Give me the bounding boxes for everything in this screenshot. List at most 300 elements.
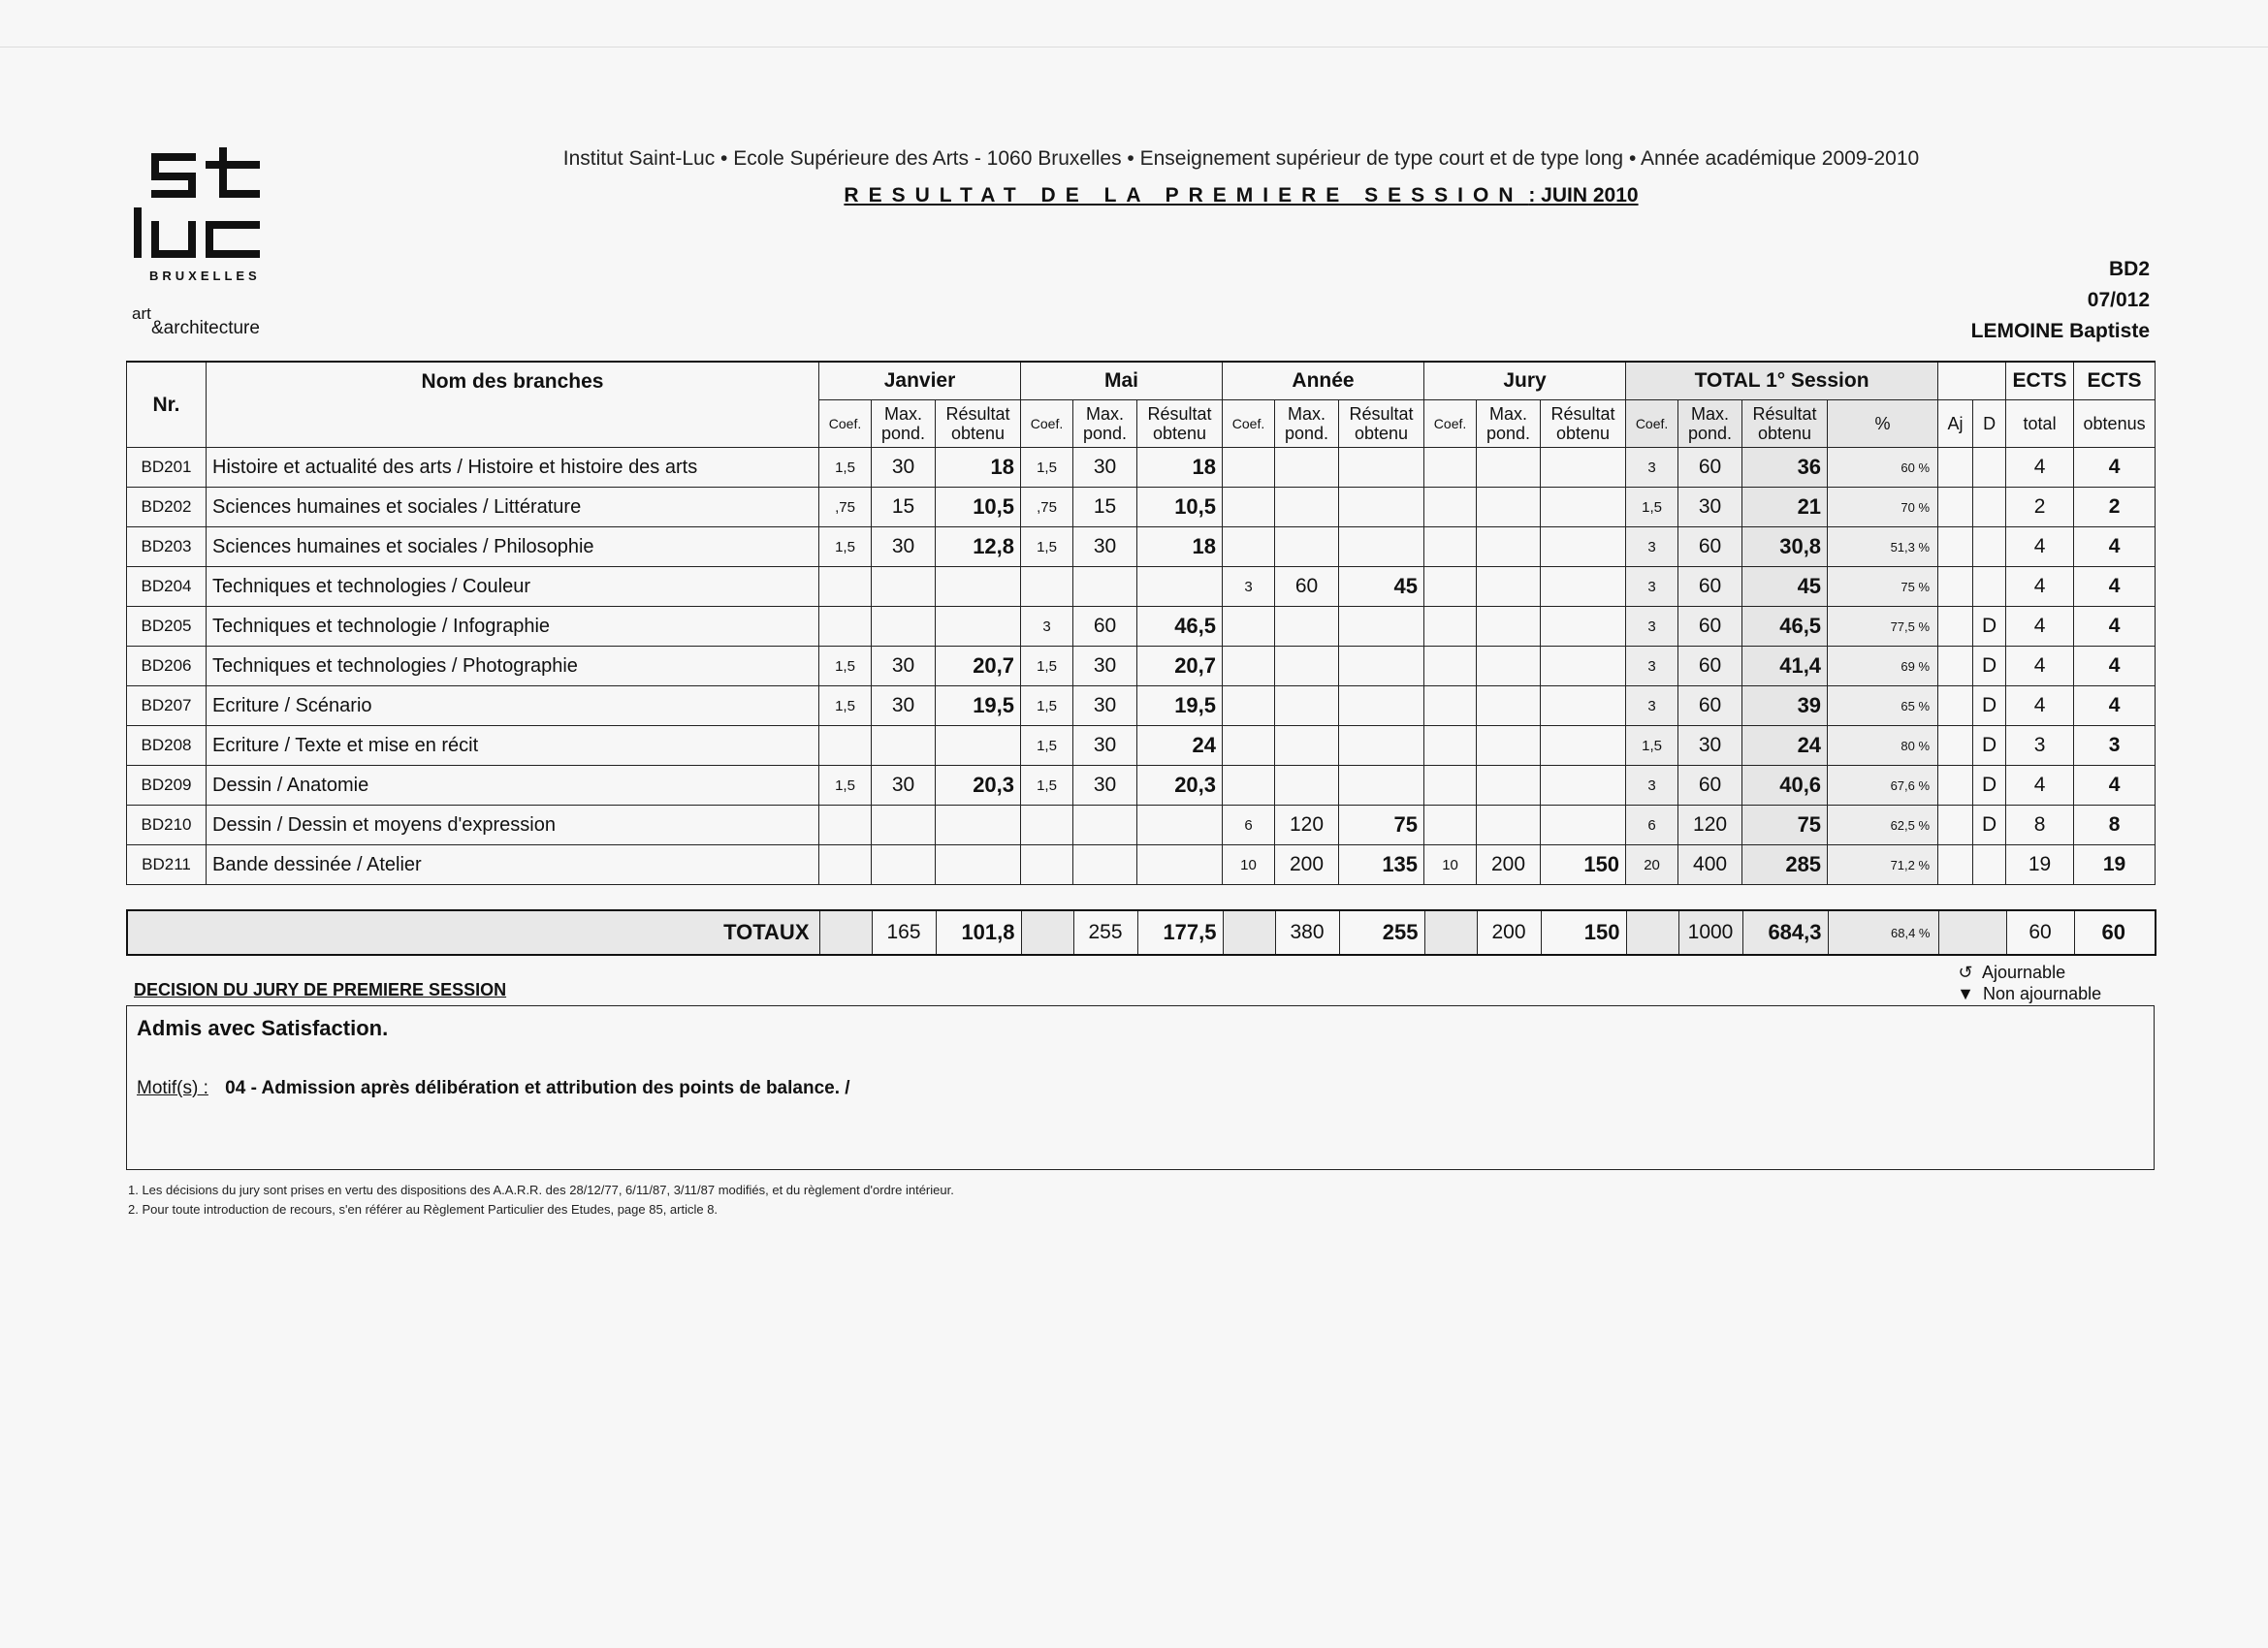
header-max: [1477, 400, 1541, 448]
total-percent: 67,6 %: [1828, 766, 1938, 806]
jury-coef: [1424, 448, 1477, 488]
ects-obtenus: 3: [2074, 726, 2156, 766]
annee-result: [1339, 726, 1424, 766]
header-ects-obtenus: ECTS: [2074, 362, 2156, 400]
aj-flag: [1938, 806, 1973, 845]
total-percent: 62,5 %: [1828, 806, 1938, 845]
jan-max: [872, 845, 936, 885]
jury-max: 200: [1477, 845, 1541, 885]
header-coef: Coef.: [1021, 400, 1073, 448]
header-res-top: Résultat: [1550, 404, 1615, 424]
header-ects-total: ECTS: [2006, 362, 2074, 400]
course-code: BD209: [127, 766, 207, 806]
header-res-bottom: obtenu: [1152, 424, 1207, 443]
mai-max: 30: [1073, 726, 1137, 766]
table-row: [127, 647, 2156, 686]
header-res-bottom: obtenu: [1354, 424, 1409, 443]
decision-title: DECISION DU JURY DE PREMIERE SESSION: [134, 980, 507, 999]
ects-total: 4: [2006, 647, 2074, 686]
d-flag: D: [1973, 607, 2006, 647]
ects-total: 4: [2006, 527, 2074, 567]
header-res: [1137, 400, 1223, 448]
jan-max: 30: [872, 686, 936, 726]
header-res: [1339, 400, 1424, 448]
total-max: 60: [1678, 448, 1742, 488]
mai-coef: 1,5: [1021, 686, 1073, 726]
mai-result: 24: [1137, 726, 1223, 766]
total-percent: 51,3 %: [1828, 527, 1938, 567]
mai-max: 30: [1073, 766, 1137, 806]
course-name: Techniques et technologies / Couleur: [207, 567, 819, 607]
d-flag: [1973, 488, 2006, 527]
d-flag: D: [1973, 806, 2006, 845]
annee-result: [1339, 488, 1424, 527]
header-res-top: Résultat: [1147, 404, 1212, 424]
course-code: BD205: [127, 607, 207, 647]
decision-box: [126, 1005, 2155, 1170]
ects-obtenus: 4: [2074, 527, 2156, 567]
totals-table: [126, 909, 2156, 956]
table-row: [127, 806, 2156, 845]
course-name: Sciences humaines et sociales / Philosophie: [207, 527, 819, 567]
header-max: [1678, 400, 1742, 448]
jan-coef: 1,5: [819, 647, 872, 686]
jury-result: [1541, 607, 1626, 647]
total-percent: 60 %: [1828, 448, 1938, 488]
mai-max: 30: [1073, 647, 1137, 686]
jury-max: [1477, 726, 1541, 766]
total-percent: 65 %: [1828, 686, 1938, 726]
header-janvier: Janvier: [819, 362, 1021, 400]
jury-result: 150: [1541, 845, 1626, 885]
course-name: Histoire et actualité des arts / Histoire et histoire des arts: [207, 448, 819, 488]
mai-coef: ,75: [1021, 488, 1073, 527]
totals-total-coef: [1626, 910, 1678, 955]
jan-coef: [819, 607, 872, 647]
course-name: Dessin / Dessin et moyens d'expression: [207, 806, 819, 845]
aj-flag: [1938, 607, 1973, 647]
mai-coef: [1021, 567, 1073, 607]
course-code: BD206: [127, 647, 207, 686]
jan-coef: ,75: [819, 488, 872, 527]
table-row: [127, 488, 2156, 527]
header-annee: Année: [1223, 362, 1424, 400]
jan-max: 30: [872, 448, 936, 488]
total-percent: 69 %: [1828, 647, 1938, 686]
course-name: Bande dessinée / Atelier: [207, 845, 819, 885]
jan-result: 18: [936, 448, 1021, 488]
jury-coef: 10: [1424, 845, 1477, 885]
total-percent: 77,5 %: [1828, 607, 1938, 647]
header-res-bottom: obtenu: [1556, 424, 1611, 443]
total-coef: 3: [1626, 527, 1678, 567]
d-flag: D: [1973, 686, 2006, 726]
ects-obtenus: 4: [2074, 766, 2156, 806]
aj-flag: [1938, 845, 1973, 885]
mai-max: [1073, 567, 1137, 607]
jury-result: [1541, 766, 1626, 806]
header-max: [872, 400, 936, 448]
jan-result: [936, 845, 1021, 885]
legend-item: [1953, 962, 2101, 983]
mai-result: [1137, 567, 1223, 607]
mai-max: [1073, 806, 1137, 845]
ects-total: 4: [2006, 567, 2074, 607]
annee-max: [1275, 726, 1339, 766]
page-edge: [0, 47, 2268, 48]
mai-coef: [1021, 806, 1073, 845]
ects-obtenus: 4: [2074, 607, 2156, 647]
annee-result: [1339, 607, 1424, 647]
jury-coef: [1424, 806, 1477, 845]
annee-coef: [1223, 766, 1275, 806]
total-percent: 75 %: [1828, 567, 1938, 607]
jury-max: [1477, 647, 1541, 686]
header-res-top: Résultat: [1752, 404, 1817, 424]
header-max-top: Max.: [1086, 404, 1125, 424]
aj-flag: [1938, 686, 1973, 726]
totals-annee-res: 255: [1339, 910, 1424, 955]
annee-max: 120: [1275, 806, 1339, 845]
mai-result: [1137, 845, 1223, 885]
totals-total-max: 1000: [1678, 910, 1742, 955]
jan-result: 19,5: [936, 686, 1021, 726]
aj-flag: [1938, 567, 1973, 607]
total-coef: 6: [1626, 806, 1678, 845]
total-result: 21: [1742, 488, 1828, 527]
jan-coef: 1,5: [819, 766, 872, 806]
course-code: BD204: [127, 567, 207, 607]
legend-item: [1953, 983, 2101, 1004]
total-result: 75: [1742, 806, 1828, 845]
table-row: [127, 766, 2156, 806]
total-result: 46,5: [1742, 607, 1828, 647]
d-flag: [1973, 567, 2006, 607]
ects-total: 8: [2006, 806, 2074, 845]
jan-max: 15: [872, 488, 936, 527]
annee-result: [1339, 527, 1424, 567]
total-result: 36: [1742, 448, 1828, 488]
jury-coef: [1424, 766, 1477, 806]
course-name: Sciences humaines et sociales / Littérature: [207, 488, 819, 527]
header-max-bottom: pond.: [1486, 424, 1531, 443]
jan-result: [936, 567, 1021, 607]
logo-city: BRUXELLES: [149, 269, 261, 283]
jan-result: [936, 607, 1021, 647]
mai-coef: 1,5: [1021, 766, 1073, 806]
mai-result: [1137, 806, 1223, 845]
total-percent: 70 %: [1828, 488, 1938, 527]
ects-total: 3: [2006, 726, 2074, 766]
jan-coef: 1,5: [819, 527, 872, 567]
jan-coef: 1,5: [819, 448, 872, 488]
course-name: Ecriture / Texte et mise en récit: [207, 726, 819, 766]
course-code: BD208: [127, 726, 207, 766]
total-max: 60: [1678, 766, 1742, 806]
ects-total: 4: [2006, 607, 2074, 647]
jan-max: [872, 607, 936, 647]
mai-result: 19,5: [1137, 686, 1223, 726]
aj-flag: [1938, 647, 1973, 686]
legend: [1953, 962, 2101, 1004]
student-number: 07/012: [2087, 289, 2150, 311]
jury-result: [1541, 527, 1626, 567]
table-row: [127, 527, 2156, 567]
aj-flag: [1938, 527, 1973, 567]
jury-max: [1477, 686, 1541, 726]
mai-result: 18: [1137, 448, 1223, 488]
decision-result: Admis avec Satisfaction.: [137, 1016, 389, 1040]
header-ects-obtenus-sub: obtenus: [2074, 400, 2156, 448]
mai-max: 15: [1073, 488, 1137, 527]
total-max: 30: [1678, 726, 1742, 766]
total-percent: 80 %: [1828, 726, 1938, 766]
mai-result: 20,3: [1137, 766, 1223, 806]
d-flag: [1973, 527, 2006, 567]
totals-jan-res: 101,8: [936, 910, 1021, 955]
jury-max: [1477, 567, 1541, 607]
total-coef: 1,5: [1626, 488, 1678, 527]
total-coef: 3: [1626, 766, 1678, 806]
ects-total: 19: [2006, 845, 2074, 885]
legend-label: Ajournable: [1982, 963, 2066, 982]
d-flag: D: [1973, 766, 2006, 806]
annee-coef: 6: [1223, 806, 1275, 845]
mai-max: 30: [1073, 527, 1137, 567]
ajournable-icon: ↺: [1958, 963, 1973, 982]
total-max: 60: [1678, 567, 1742, 607]
ects-obtenus: 8: [2074, 806, 2156, 845]
mai-coef: 1,5: [1021, 448, 1073, 488]
totals-label: TOTAUX: [127, 910, 819, 955]
jury-max: [1477, 806, 1541, 845]
annee-max: [1275, 607, 1339, 647]
jury-coef: [1424, 607, 1477, 647]
annee-coef: 3: [1223, 567, 1275, 607]
mai-max: 30: [1073, 686, 1137, 726]
aj-flag: [1938, 448, 1973, 488]
course-code: BD201: [127, 448, 207, 488]
footnote: 2. Pour toute introduction de recours, s'en référer au Règlement Particulier des Etudes, page 85, article 8.: [128, 1202, 719, 1217]
logo-sub-line2: &architecture: [151, 318, 260, 338]
table-row: [127, 567, 2156, 607]
totals-jury-coef: [1424, 910, 1477, 955]
annee-max: [1275, 766, 1339, 806]
total-max: 60: [1678, 527, 1742, 567]
d-flag: [1973, 448, 2006, 488]
header-max-top: Max.: [1489, 404, 1528, 424]
header-coef: Coef.: [1223, 400, 1275, 448]
ects-total: 4: [2006, 448, 2074, 488]
total-coef: 3: [1626, 686, 1678, 726]
footnote: 1. Les décisions du jury sont prises en vertu des dispositions des A.A.R.R. des 28/12/77, 6/11/87, 3/11/87 modifiés, et du règlement d'ordre intérieur.: [128, 1183, 954, 1197]
total-coef: 1,5: [1626, 726, 1678, 766]
course-name: Techniques et technologie / Infographie: [207, 607, 819, 647]
totals-annee-max: 380: [1275, 910, 1339, 955]
jury-coef: [1424, 567, 1477, 607]
jury-coef: [1424, 488, 1477, 527]
header-max-top: Max.: [883, 404, 922, 424]
grades-table: [126, 361, 2156, 885]
jury-coef: [1424, 527, 1477, 567]
totals-total-res: 684,3: [1742, 910, 1828, 955]
logo-subtitle: [132, 304, 260, 337]
jan-result: [936, 726, 1021, 766]
totals-mai-res: 177,5: [1137, 910, 1223, 955]
jan-coef: [819, 567, 872, 607]
course-name: Ecriture / Scénario: [207, 686, 819, 726]
total-max: 60: [1678, 686, 1742, 726]
session-title-main: RESULTAT DE LA PREMIERE SESSION: [844, 184, 1523, 206]
header-max-bottom: pond.: [1082, 424, 1128, 443]
total-result: 285: [1742, 845, 1828, 885]
ects-total: 4: [2006, 766, 2074, 806]
total-coef: 3: [1626, 647, 1678, 686]
mai-coef: 1,5: [1021, 726, 1073, 766]
course-name: Dessin / Anatomie: [207, 766, 819, 806]
mai-max: [1073, 845, 1137, 885]
mai-result: 18: [1137, 527, 1223, 567]
header-coef: Coef.: [1626, 400, 1678, 448]
jan-result: 12,8: [936, 527, 1021, 567]
non-ajournable-icon: ▼: [1957, 984, 1974, 1003]
institution-line: Institut Saint-Luc • Ecole Supérieure des Arts - 1060 Bruxelles • Enseignement supérieur de type court et de type long • Année académique 2009-2010: [562, 147, 1920, 170]
session-title: [465, 184, 2017, 207]
annee-coef: 10: [1223, 845, 1275, 885]
annee-coef: [1223, 686, 1275, 726]
ects-obtenus: 4: [2074, 647, 2156, 686]
header-res-top: Résultat: [945, 404, 1010, 424]
jan-coef: [819, 806, 872, 845]
student-info: [1971, 254, 2150, 347]
annee-result: 45: [1339, 567, 1424, 607]
total-result: 24: [1742, 726, 1828, 766]
totals-jan-coef: [819, 910, 872, 955]
jan-max: 30: [872, 647, 936, 686]
header-max-bottom: pond.: [880, 424, 926, 443]
totals-total-pct: 68,4 %: [1828, 910, 1938, 955]
totals-mai-coef: [1021, 910, 1073, 955]
header-d: D: [1973, 400, 2006, 448]
total-result: 39: [1742, 686, 1828, 726]
header-res-top: Résultat: [1349, 404, 1414, 424]
jan-max: 30: [872, 527, 936, 567]
header-pct: %: [1828, 400, 1938, 448]
mai-result: 10,5: [1137, 488, 1223, 527]
jan-result: [936, 806, 1021, 845]
jury-result: [1541, 686, 1626, 726]
ects-obtenus: 19: [2074, 845, 2156, 885]
jan-max: [872, 806, 936, 845]
jury-max: [1477, 766, 1541, 806]
annee-result: [1339, 766, 1424, 806]
header-res: [1742, 400, 1828, 448]
header-total: TOTAL 1° Session: [1626, 362, 1938, 400]
jury-result: [1541, 488, 1626, 527]
total-max: 60: [1678, 607, 1742, 647]
totals-jury-max: 200: [1477, 910, 1541, 955]
total-result: 30,8: [1742, 527, 1828, 567]
jury-coef: [1424, 686, 1477, 726]
course-name: Techniques et technologies / Photographie: [207, 647, 819, 686]
decision-motif: [137, 1078, 850, 1099]
motif-text: 04 - Admission après délibération et attribution des points de balance. /: [225, 1078, 850, 1098]
footnotes: [128, 1181, 954, 1220]
jan-max: [872, 726, 936, 766]
course-code: BD203: [127, 527, 207, 567]
mai-coef: [1021, 845, 1073, 885]
mai-coef: 1,5: [1021, 647, 1073, 686]
mai-max: 60: [1073, 607, 1137, 647]
total-coef: 3: [1626, 607, 1678, 647]
totals-annee-coef: [1223, 910, 1275, 955]
header-res: [936, 400, 1021, 448]
jury-max: [1477, 448, 1541, 488]
header-jury: Jury: [1424, 362, 1626, 400]
header-max-top: Max.: [1691, 404, 1730, 424]
header-ects-total-sub: total: [2006, 400, 2074, 448]
table-row: [127, 607, 2156, 647]
annee-result: [1339, 448, 1424, 488]
header-max-bottom: pond.: [1284, 424, 1329, 443]
grades-body: [127, 448, 2156, 885]
ects-obtenus: 4: [2074, 448, 2156, 488]
total-result: 41,4: [1742, 647, 1828, 686]
jury-max: [1477, 607, 1541, 647]
jury-result: [1541, 448, 1626, 488]
course-code: BD207: [127, 686, 207, 726]
mai-result: 20,7: [1137, 647, 1223, 686]
annee-result: 75: [1339, 806, 1424, 845]
d-flag: D: [1973, 726, 2006, 766]
annee-coef: [1223, 726, 1275, 766]
header-max: [1073, 400, 1137, 448]
d-flag: [1973, 845, 2006, 885]
annee-max: [1275, 527, 1339, 567]
totals-jan-max: 165: [872, 910, 936, 955]
header-max-bottom: pond.: [1688, 424, 1733, 443]
annee-max: 200: [1275, 845, 1339, 885]
jury-coef: [1424, 647, 1477, 686]
header-max-top: Max.: [1288, 404, 1326, 424]
logo-sub-line1: art: [132, 304, 151, 323]
mai-result: 46,5: [1137, 607, 1223, 647]
annee-result: [1339, 647, 1424, 686]
aj-flag: [1938, 488, 1973, 527]
ects-obtenus: 2: [2074, 488, 2156, 527]
totals-ects-total: 60: [2006, 910, 2074, 955]
jan-result: 20,7: [936, 647, 1021, 686]
legend-label: Non ajournable: [1983, 984, 2102, 1003]
annee-coef: [1223, 448, 1275, 488]
total-max: 30: [1678, 488, 1742, 527]
jan-max: [872, 567, 936, 607]
student-class: BD2: [2108, 258, 2150, 280]
table-row: [127, 686, 2156, 726]
jan-result: 20,3: [936, 766, 1021, 806]
header-max: [1275, 400, 1339, 448]
total-result: 40,6: [1742, 766, 1828, 806]
annee-max: [1275, 488, 1339, 527]
jury-max: [1477, 527, 1541, 567]
jan-coef: 1,5: [819, 686, 872, 726]
ects-total: 2: [2006, 488, 2074, 527]
annee-coef: [1223, 488, 1275, 527]
total-coef: 3: [1626, 567, 1678, 607]
jan-result: 10,5: [936, 488, 1021, 527]
total-percent: 71,2 %: [1828, 845, 1938, 885]
ects-obtenus: 4: [2074, 567, 2156, 607]
